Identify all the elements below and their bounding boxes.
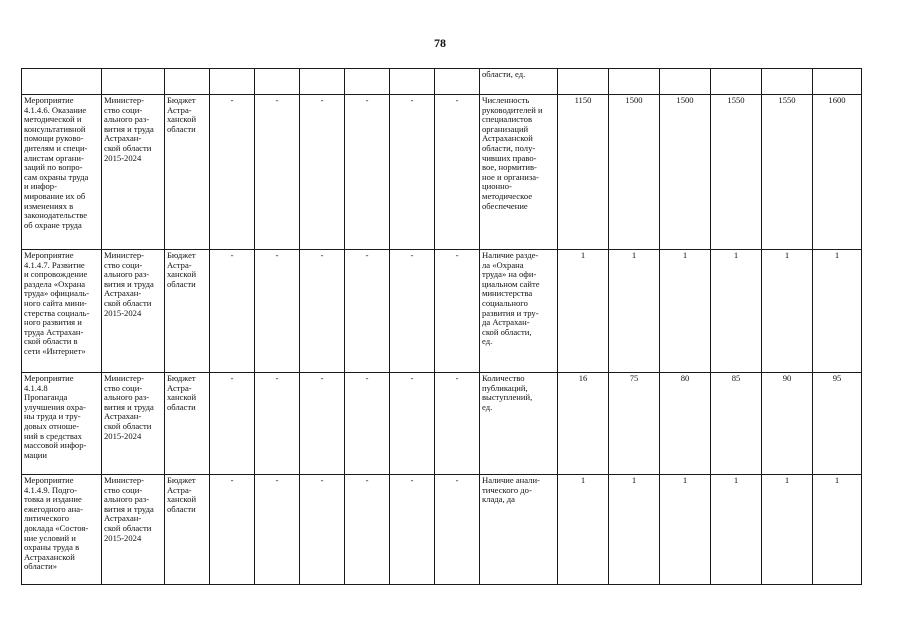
finance-cell: - xyxy=(345,250,390,373)
table-row xyxy=(22,373,862,475)
value-cell: 1500 xyxy=(609,95,660,250)
source-cell xyxy=(165,69,210,95)
value-cell xyxy=(762,69,813,95)
value-cell: 1 xyxy=(609,250,660,373)
finance-cell: - xyxy=(210,250,255,373)
finance-cell xyxy=(390,69,435,95)
table-row xyxy=(22,95,862,250)
value-cell: 1 xyxy=(813,475,862,585)
table-row xyxy=(22,475,862,585)
executor-cell xyxy=(102,69,165,95)
finance-cell: - xyxy=(390,250,435,373)
value-cell: 1550 xyxy=(762,95,813,250)
value-cell: 1150 xyxy=(558,95,609,250)
finance-cell xyxy=(210,69,255,95)
finance-cell xyxy=(345,69,390,95)
finance-cell: - xyxy=(255,373,300,475)
value-cell xyxy=(609,69,660,95)
finance-cell: - xyxy=(210,373,255,475)
executor-cell: Министер- ство соци- ального раз- вития и труда Астрахан- ской области 2015-2024 xyxy=(102,475,165,585)
value-cell: 1 xyxy=(609,475,660,585)
value-cell: 1 xyxy=(660,250,711,373)
value-cell: 1600 xyxy=(813,95,862,250)
continuation-row xyxy=(22,69,862,95)
program-measures-table xyxy=(21,68,862,585)
source-cell: Бюджет Астра- ханской области xyxy=(165,373,210,475)
source-cell: Бюджет Астра- ханской области xyxy=(165,475,210,585)
source-cell: Бюджет Астра- ханской области xyxy=(165,95,210,250)
value-cell: 85 xyxy=(711,373,762,475)
value-cell: 95 xyxy=(813,373,862,475)
finance-cell xyxy=(435,69,480,95)
measure-cell: Мероприятие 4.1.4.7. Развитие и сопровождение раздела «Охрана труда» официаль- ного сайта мини- стерства социаль- ного развития и труда Астрахан- ской области в сети «Интернет» xyxy=(22,250,102,373)
value-cell xyxy=(813,69,862,95)
value-cell: 1 xyxy=(558,475,609,585)
finance-cell: - xyxy=(390,95,435,250)
value-cell: 80 xyxy=(660,373,711,475)
measure-cell: Мероприятие 4.1.4.8 Пропаганда улучшения охра- ны труда и тру- довых отноше- ний в средствах массовой инфор- мации xyxy=(22,373,102,475)
indicator-cell: Численность руководителей и специалистов организаций Астраханской области, полу- чивших право- вое, нормитив- ное и организа- ционно- методическое обеспечение xyxy=(480,95,558,250)
value-cell: 1 xyxy=(660,475,711,585)
finance-cell xyxy=(300,69,345,95)
measure-cell: Мероприятие 4.1.4.9. Подго- товка и издание ежегодного ана- литического доклада «Состоя- ние условий и охраны труда в Астраханской области» xyxy=(22,475,102,585)
finance-cell: - xyxy=(210,475,255,585)
value-cell: 16 xyxy=(558,373,609,475)
value-cell: 1500 xyxy=(660,95,711,250)
indicator-cell: области, ед. xyxy=(480,69,558,95)
value-cell: 1 xyxy=(711,250,762,373)
finance-cell: - xyxy=(255,95,300,250)
indicator-cell: Наличие разде- ла «Охрана труда» на офи- циальном сайте министерства социального развития и тру- да Астрахан- ской области, ед. xyxy=(480,250,558,373)
executor-cell: Министер- ство соци- ального раз- вития и труда Астрахан- ской области 2015-2024 xyxy=(102,95,165,250)
finance-cell: - xyxy=(300,250,345,373)
finance-cell: - xyxy=(435,475,480,585)
value-cell: 1 xyxy=(558,250,609,373)
source-cell: Бюджет Астра- ханской области xyxy=(165,250,210,373)
executor-cell: Министер- ство соци- ального раз- вития и труда Астрахан- ской области 2015-2024 xyxy=(102,373,165,475)
indicator-cell: Количество публикаций, выступлений, ед. xyxy=(480,373,558,475)
value-cell: 1 xyxy=(711,475,762,585)
finance-cell: - xyxy=(300,475,345,585)
finance-cell: - xyxy=(345,475,390,585)
measure-cell xyxy=(22,69,102,95)
finance-cell: - xyxy=(390,373,435,475)
value-cell xyxy=(711,69,762,95)
indicator-cell: Наличие анали- тического до- клада, да xyxy=(480,475,558,585)
executor-cell: Министер- ство соци- ального раз- вития и труда Астрахан- ской области 2015-2024 xyxy=(102,250,165,373)
finance-cell: - xyxy=(435,95,480,250)
page-number: 78 xyxy=(434,36,446,50)
finance-cell: - xyxy=(345,373,390,475)
measure-cell: Мероприятие 4.1.4.6. Оказание методической и консультативной помощи руково- дителям и специ- алистам органи- заций по вопро- сам охраны труда и инфор- мирование их об изменениях в законодательстве об охране труда xyxy=(22,95,102,250)
finance-cell: - xyxy=(210,95,255,250)
value-cell: 75 xyxy=(609,373,660,475)
finance-cell: - xyxy=(435,250,480,373)
table-row xyxy=(22,250,862,373)
finance-cell xyxy=(255,69,300,95)
value-cell: 1 xyxy=(813,250,862,373)
value-cell: 1 xyxy=(762,475,813,585)
finance-cell: - xyxy=(300,95,345,250)
value-cell: 90 xyxy=(762,373,813,475)
value-cell: 1 xyxy=(762,250,813,373)
value-cell xyxy=(558,69,609,95)
value-cell: 1550 xyxy=(711,95,762,250)
finance-cell: - xyxy=(345,95,390,250)
finance-cell: - xyxy=(255,250,300,373)
value-cell xyxy=(660,69,711,95)
finance-cell: - xyxy=(390,475,435,585)
finance-cell: - xyxy=(300,373,345,475)
finance-cell: - xyxy=(435,373,480,475)
finance-cell: - xyxy=(255,475,300,585)
